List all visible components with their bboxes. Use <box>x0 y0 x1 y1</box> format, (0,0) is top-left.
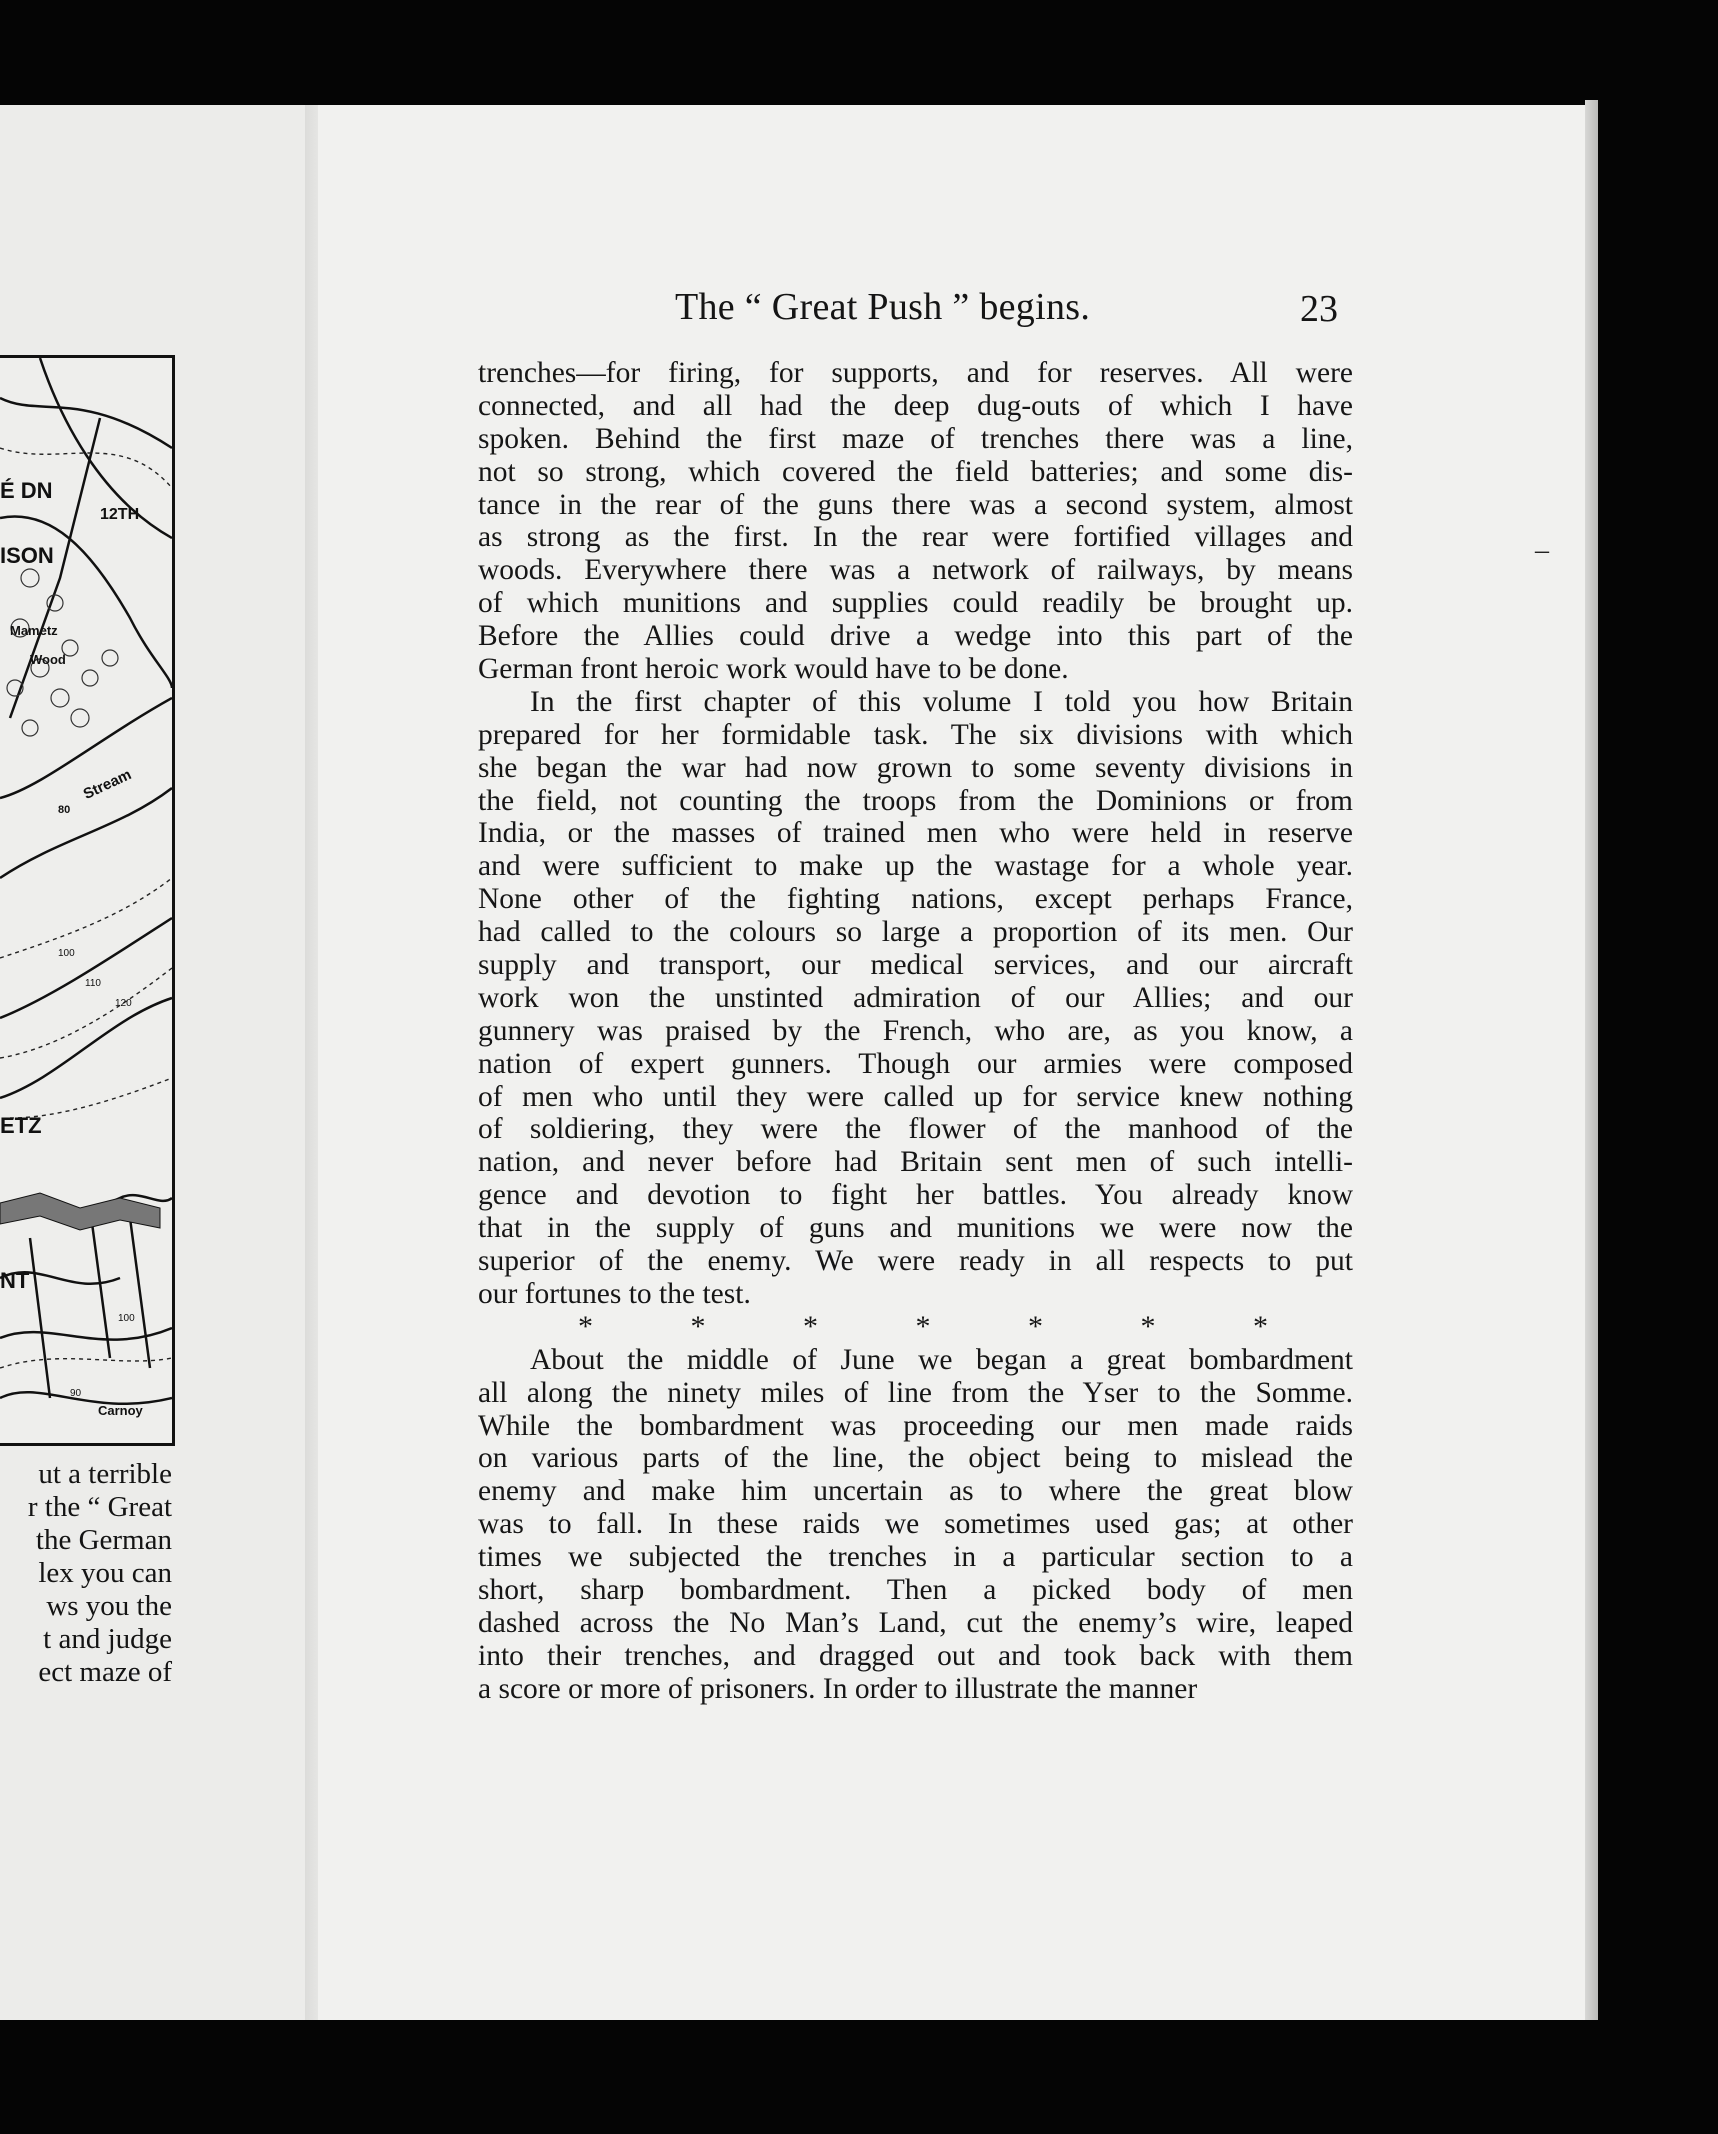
body-line: nation, and never before had Britain sent men of such intelli- <box>478 1146 1353 1179</box>
body-line: spoken. Behind the first maze of trenches there was a line, <box>478 422 1353 455</box>
section-break-star: * <box>803 1309 818 1343</box>
body-line: on various parts of the line, the object being to mislead the <box>478 1442 1353 1475</box>
body-line: our fortunes to the test. <box>478 1277 751 1310</box>
left-text-line: t and judge <box>43 1623 172 1655</box>
body-line: into their trenches, and dragged out and took back with them <box>478 1639 1353 1672</box>
body-line: and were sufficient to make up the wastage for a whole year. <box>478 850 1353 883</box>
body-line: a score or more of prisoners. In order to illustrate the manner <box>478 1672 1198 1705</box>
section-break-star: * <box>1028 1309 1043 1343</box>
section-break-star: * <box>1253 1309 1268 1343</box>
body-line: the field, not counting the troops from the Dominions or from <box>478 784 1353 817</box>
body-line: of soldiering, they were the flower of the manhood of the <box>478 1113 1353 1146</box>
body-line: of men who until they were called up for service knew nothing <box>478 1080 1353 1113</box>
section-break-star: * <box>1140 1309 1156 1343</box>
running-head: The “ Great Push ” begins. <box>675 286 1091 328</box>
map-label-120: 120 <box>115 998 132 1009</box>
body-line: Before the Allies could drive a wedge into this part of the <box>478 620 1353 653</box>
map-label-carnoy: Carnoy <box>98 1403 143 1418</box>
body-line: as strong as the first. In the rear were fortified villages and <box>478 521 1353 554</box>
body-line: In the first chapter of this volume I told you how Britain <box>530 685 1353 718</box>
body-line: trenches—for firing, for supports, and for reserves. All were <box>478 357 1353 389</box>
scan-border-top <box>0 0 1718 110</box>
section-break-star: * <box>915 1309 931 1343</box>
body-line: tance in the rear of the guns there was a second system, almost <box>478 488 1353 521</box>
body-line: superior of the enemy. We were ready in all respects to put <box>478 1245 1353 1278</box>
map-label-80: 80 <box>58 804 71 816</box>
body-line: About the middle of June we began a great bombardment <box>530 1343 1353 1376</box>
body-line: connected, and all had the deep dug-outs of which I have <box>478 389 1353 422</box>
section-break <box>578 1311 1268 1344</box>
body-line: was to fall. In these raids we sometimes used gas; at other <box>478 1508 1353 1541</box>
left-text-line: r the “ Great <box>27 1491 172 1523</box>
map-label-90: 90 <box>70 1388 82 1399</box>
map-label-wood: Wood <box>30 652 66 667</box>
map-label-110: 110 <box>85 978 101 989</box>
body-line: all along the ninety miles of line from the Yser to the Somme. <box>478 1376 1353 1409</box>
body-line: that in the supply of guns and munitions we were now the <box>478 1212 1353 1245</box>
body-line: she began the war had now grown to some seventy divisions in <box>478 751 1353 784</box>
body-line: India, or the masses of trained men who were held in reserve <box>478 817 1353 850</box>
map-label-stream: Stream <box>80 766 135 803</box>
left-text-line: ut a terrible <box>38 1458 172 1490</box>
map-fragment <box>0 355 175 1446</box>
page-number: 23 <box>1300 288 1338 330</box>
map-label-12th: 12TH <box>100 506 140 523</box>
map-label-100: 100 <box>58 948 75 959</box>
body-line: had called to the colours so large a proportion of its men. Our <box>478 916 1353 949</box>
scan-border-right <box>1598 0 1718 2134</box>
map-label-etz: ETZ <box>0 1113 42 1138</box>
section-break-star: * <box>690 1309 706 1343</box>
left-text-line: ect maze of <box>38 1656 172 1688</box>
body-line: woods. Everywhere there was a network of railways, by means <box>478 554 1353 587</box>
map-label-dn: É DN <box>0 478 53 503</box>
section-break-star: * <box>578 1309 593 1343</box>
left-text-line: lex you can <box>38 1557 172 1589</box>
left-text-line: the German <box>35 1524 172 1556</box>
body-line: enemy and make him uncertain as to where the great blow <box>478 1475 1353 1508</box>
map-label-100b: 100 <box>118 1313 135 1324</box>
fold-mark-icon: – <box>1535 535 1549 566</box>
map-label-ison: ISON <box>0 543 54 568</box>
body-line: of which munitions and supplies could readily be brought up. <box>478 587 1353 620</box>
body-line: supply and transport, our medical services, and our aircraft <box>478 949 1353 982</box>
body-line: short, sharp bombardment. Then a picked body of men <box>478 1573 1353 1606</box>
body-line: times we subjected the trenches in a particular section to a <box>478 1541 1353 1574</box>
body-line: While the bombardment was proceeding our men made raids <box>478 1409 1353 1442</box>
body-text <box>478 357 1353 1706</box>
body-line: gence and devotion to fight her battles. You already know <box>478 1179 1353 1212</box>
body-line: nation of expert gunners. Though our armies were composed <box>478 1047 1353 1080</box>
scan-border-bottom <box>0 2020 1718 2134</box>
body-line: German front heroic work would have to be done. <box>478 653 1069 686</box>
body-line: dashed across the No Man’s Land, cut the enemy’s wire, leaped <box>478 1606 1353 1639</box>
map-label-mametz: Mametz <box>10 623 58 638</box>
body-line: work won the unstinted admiration of our Allies; and our <box>478 981 1353 1014</box>
body-line: None other of the fighting nations, except perhaps France, <box>478 883 1353 916</box>
body-line: gunnery was praised by the French, who are, as you know, a <box>478 1014 1353 1047</box>
left-page-text <box>0 1458 172 1689</box>
body-line: not so strong, which covered the field batteries; and some dis- <box>478 455 1353 488</box>
map-label-nt: NT <box>0 1268 30 1293</box>
left-text-line: ws you the <box>46 1590 172 1622</box>
body-line: prepared for her formidable task. The six divisions with which <box>478 718 1353 751</box>
